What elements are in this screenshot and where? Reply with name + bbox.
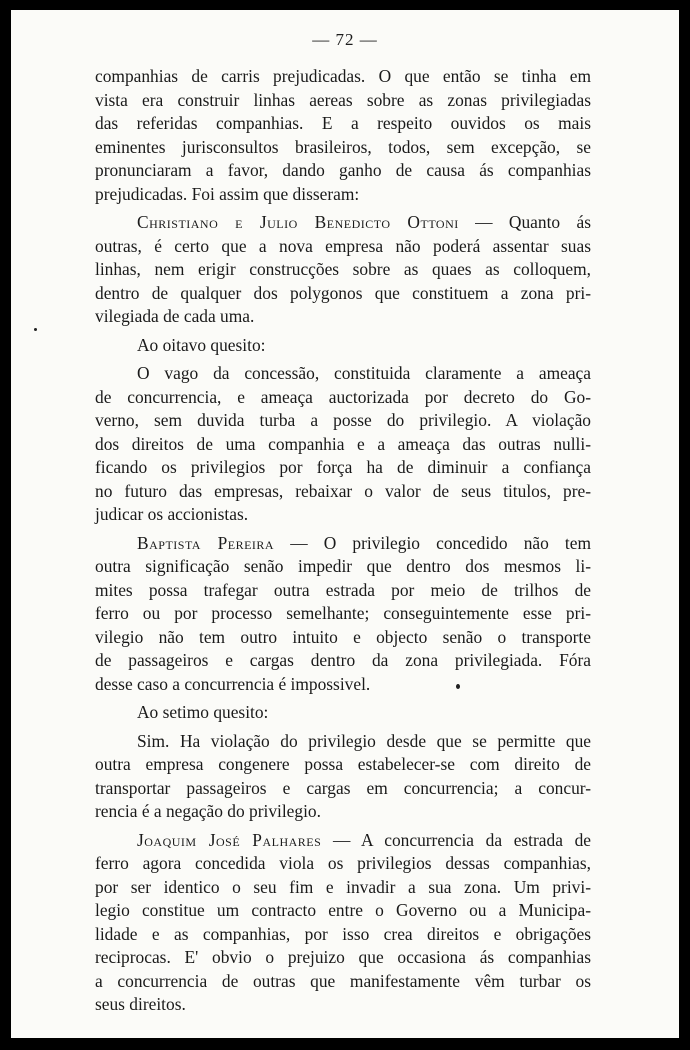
paragraph [95,730,591,824]
text-line: linhas, nem erigir construcções sobre as quaes as colloquem, [95,259,591,279]
text-line: judicar os accionistas. [95,504,249,524]
text-line: eminentes jurisconsultos brasileiros, todos, sem excepção, se [95,136,591,157]
text-line: verno, sem duvida turba a posse do privilegio. A violação [95,410,591,430]
text-line: outras, é certo que a nova empresa não poderá assentar suas [95,235,591,256]
text-line: vilegio não tem outro intuito e objecto senão o transporte [95,626,591,647]
text-line: Ao setimo quesito: [137,702,269,722]
text-line: dentro de qualquer dos polygonos que constituem a zona pri- [95,282,591,303]
text-line: seus direitos. [95,994,186,1014]
text-line: prejudicadas. Foi assim que disseram: [95,183,360,204]
text-line [95,532,591,556]
text-line: lidade e as companhias, por isso crea direitos e obrigações [95,923,591,944]
text-fragment: — Quanto ás [458,212,591,232]
text-line: pronunciaram a favor, dando ganho de causa ás companhias [95,160,591,180]
text-line: desse caso a concurrencia é impossivel. [95,673,371,694]
text-line: no futuro das empresas, rebaixar o valor de seus titulos, pre- [95,480,591,501]
paragraph [95,829,591,1017]
text-line: rencia é a negação do privilegio. [95,801,321,821]
text-line: outra significação senão impedir que dentro dos mesmos li- [95,556,591,576]
text-line [95,829,591,853]
paragraph [95,211,591,329]
author-name: Joaquim José Palhares [137,829,322,850]
text-line: ferro agora concedida viola os privilegios dessas companhias, [95,853,591,873]
text-line: vilegiada de cada uma. [95,306,255,326]
paragraph [95,532,591,697]
text-line: companhias de carris prejudicadas. O que então se tinha em [95,66,591,86]
text-line: ferro ou por processo semelhante; conseguintemente esse pri- [95,603,591,623]
text-line: Sim. Ha violação do privilegio desde que se permitte que [137,730,591,751]
text-fragment: — O privilegio concedido não tem [274,532,591,553]
paragraph [95,65,591,206]
text-line: O vago da concessão, constituida claramente a ameaça [137,363,591,383]
author-name: Christiano e Julio Benedicto Ottoni [137,212,459,232]
body-text [95,65,591,1017]
text-line: dos direitos de uma companhia e a ameaça das outras nulli- [95,433,591,454]
text-line: das referidas companhias. E a respeito ouvidos os mais [95,113,591,133]
text-line: a concurrencia de outras que manifestamente vêm turbar os [95,970,591,991]
text-line [95,211,591,235]
text-line: de passageiros e cargas dentro da zona privilegiada. Fóra [95,650,591,670]
text-line: reciprocas. E' obvio o prejuizo que occasiona ás companhias [95,947,591,967]
text-line: outra empresa congenere possa estabelecer-se com direito de [95,754,591,774]
text-line: Ao oitavo quesito: [137,334,266,355]
author-name: Baptista Pereira [137,532,275,553]
text-line: por ser identico o seu fim e invadir a sua zona. Um privi- [95,876,591,897]
paragraph [95,334,591,358]
text-line: legio constitue um contracto entre o Governo ou a Municipa- [95,900,591,920]
text-fragment: — A concurrencia da estrada de [321,829,591,850]
text-line: vista era construir linhas aereas sobre as zonas privilegiadas [95,89,591,110]
text-line: transportar passageiros e cargas em concurrencia; a concur- [95,777,591,798]
print-speck [34,328,37,331]
text-line: mites possa trafegar outra estrada por meio de trilhos de [95,579,591,600]
text-line: ficando os privilegios por força ha de diminuir a confiança [95,457,591,477]
paragraph [95,701,591,725]
paragraph [95,362,591,527]
page-number: — 72 — [312,30,378,49]
text-line: de concurrencia, e ameaça auctorizada por decreto do Go- [95,386,591,407]
book-page [11,10,679,1038]
